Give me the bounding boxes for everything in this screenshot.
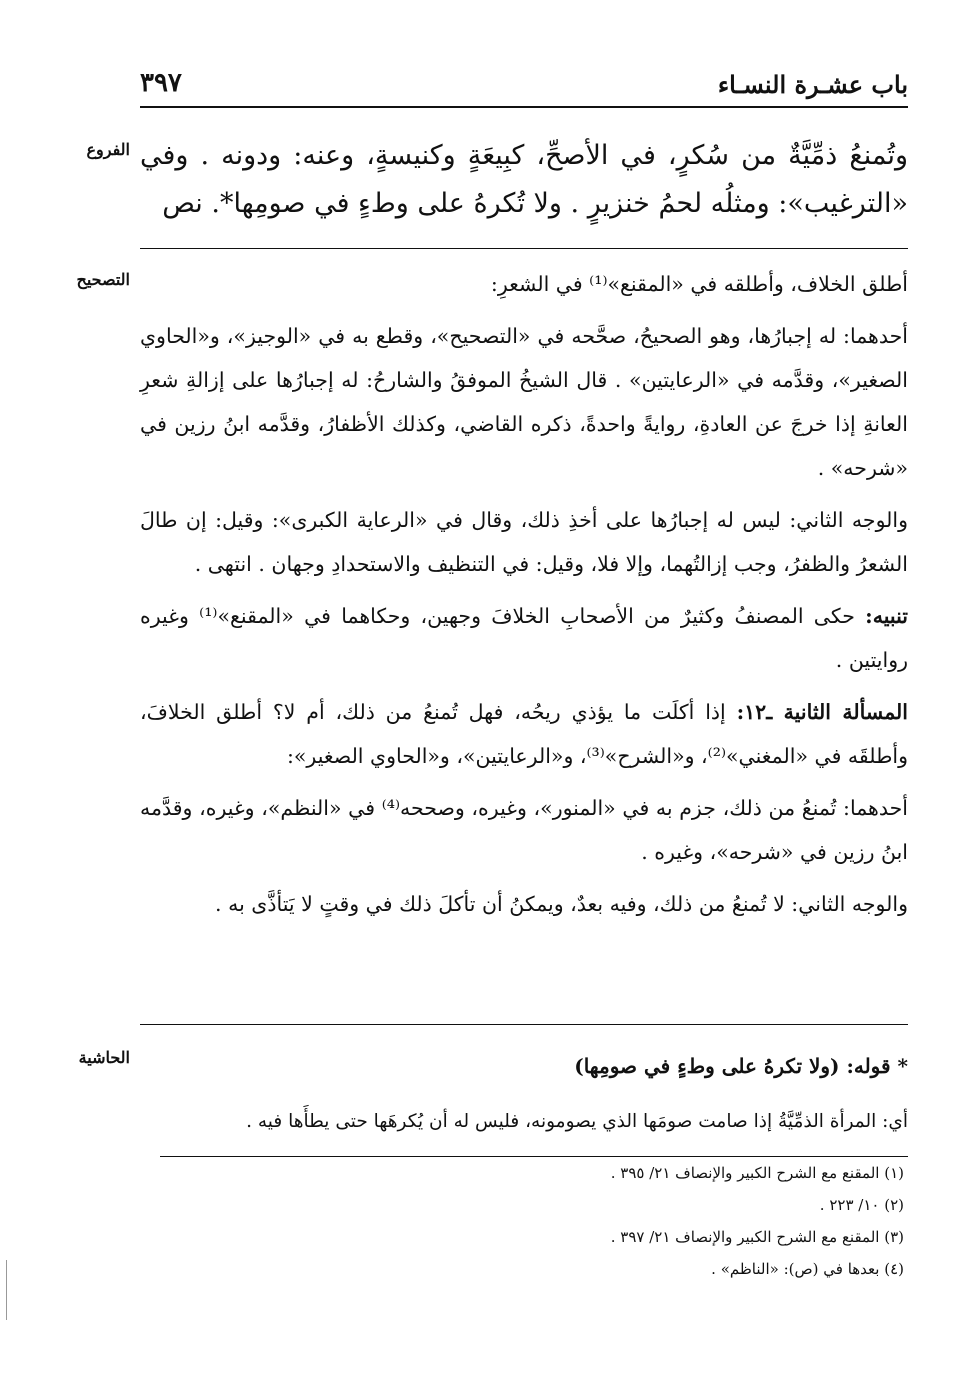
- hashia-text: أي: المرأة الذمِّيَّةُ إذا صامت صومَها الذي يصومونه، فليس له أن يُكرهَها حتى يطأَها فيه .: [246, 1111, 908, 1132]
- hashia-title: * قوله: (ولا تكرهُ على وطءٍ في صومِها): [574, 1054, 908, 1078]
- page-header: [140, 62, 908, 108]
- separator-line: [140, 248, 908, 249]
- footnotes: [160, 1156, 908, 1285]
- chapter-title: باب عشـرة النسـاء: [717, 70, 908, 99]
- issue-label: المسألة الثانية ـ١٢:: [736, 700, 908, 724]
- tashih-paragraph: أحدهما: تُمنعُ من ذلك، جزم به في «المنور»، وغيره، وصححه⁽⁴⁾ في «النظم»، وغيره، وقدَّمه ابنُ رزين في «شرحه»، وغيره .: [140, 796, 908, 864]
- tashih-paragraph: والوجه الثاني: ليس له إجبارُها على أخذِ ذلك، وقال في «الرعاية الكبرى»: وقيل: إن طالَ الشعرُ والظفرُ، وجب إزالتُهما، وإلا فلا، وقيل: في التنظيف والاستحدادِ وجهان . انتهى .: [140, 508, 908, 576]
- separator-line: [140, 1024, 908, 1025]
- tashih-paragraph: أطلق الخلاف، وأطلقه في «المقنع»⁽¹⁾ في الشعرِ:: [490, 272, 908, 296]
- label-hashia: الحاشية: [78, 1048, 130, 1067]
- tashih-section: [140, 262, 908, 934]
- footnote: (١) المقنع مع الشرح الكبير والإنصاف ٢١/ ٣٩٥ .: [610, 1164, 904, 1182]
- furoo-text: وتُمنعُ ذمِّيَّةٌ من سُكرٍ، في الأصحِّ، كبِيعَةٍ وكنيسةٍ، وعنه: ودونه . وفي «الترغيب»: ومثلُه لحمُ خنزيرٍ . ولا تُكرهُ على وطءٍ في صومِها*. نص: [140, 140, 908, 219]
- tashih-paragraph: [140, 690, 908, 778]
- label-tashih: التصحيح: [76, 270, 130, 289]
- tashih-paragraph: [140, 594, 908, 682]
- scan-edge-mark: [6, 1260, 7, 1320]
- page-number: ٣٩٧: [140, 68, 182, 98]
- tashih-paragraph: والوجه الثاني: لا تُمنعُ من ذلك، وفيه بعدٌ، ويمكنُ أن تأكلَ ذلك في وقتٍ لا يَتأذَّى به .: [215, 892, 908, 916]
- footnote: (٣) المقنع مع الشرح الكبير والإنصاف ٢١/ ٣٩٧ .: [610, 1228, 904, 1246]
- label-furoo: الفروع: [86, 140, 130, 159]
- issue-text: إذا أكلَت ما يؤذي ريحُه، فهل تُمنعُ من ذلك، أم لا؟ أطلق الخلافَ، وأطلقَه في «المغني»⁽²⁾، و«الشرح»⁽³⁾، و«الرعايتين»، و«الحاوي الصغير»:: [140, 700, 908, 768]
- footnote: (٢) ١٠/ ٢٢٣ .: [819, 1196, 904, 1214]
- note-text: حكى المصنفُ وكثيرٌ من الأصحابِ الخلافَ وجهين، وحكاهما في «المقنع»⁽¹⁾ وغيره روايتين .: [140, 604, 908, 672]
- tashih-paragraph: أحدهما: له إجبارُها، وهو الصحيحُ، صحَّحه في «التصحيح»، وقطع به في «الوجيز»، و«الحاوي الصغير»، وقدَّمه في «الرعايتين» . قال الشيخُ الموفقُ والشارحُ: له إجبارُها على إزالةِ شعرِ العانةِ إذا خرجَ عن العادةِ، روايةً واحدةً، ذكره القاضي، وكذلك الأظفارُ، وقدَّمه ابنُ رزين في «شرحه» .: [140, 324, 908, 480]
- note-label: تنبيه:: [865, 604, 908, 628]
- footnote: (٤) بعدها في (ص): «الناظم» .: [711, 1260, 904, 1278]
